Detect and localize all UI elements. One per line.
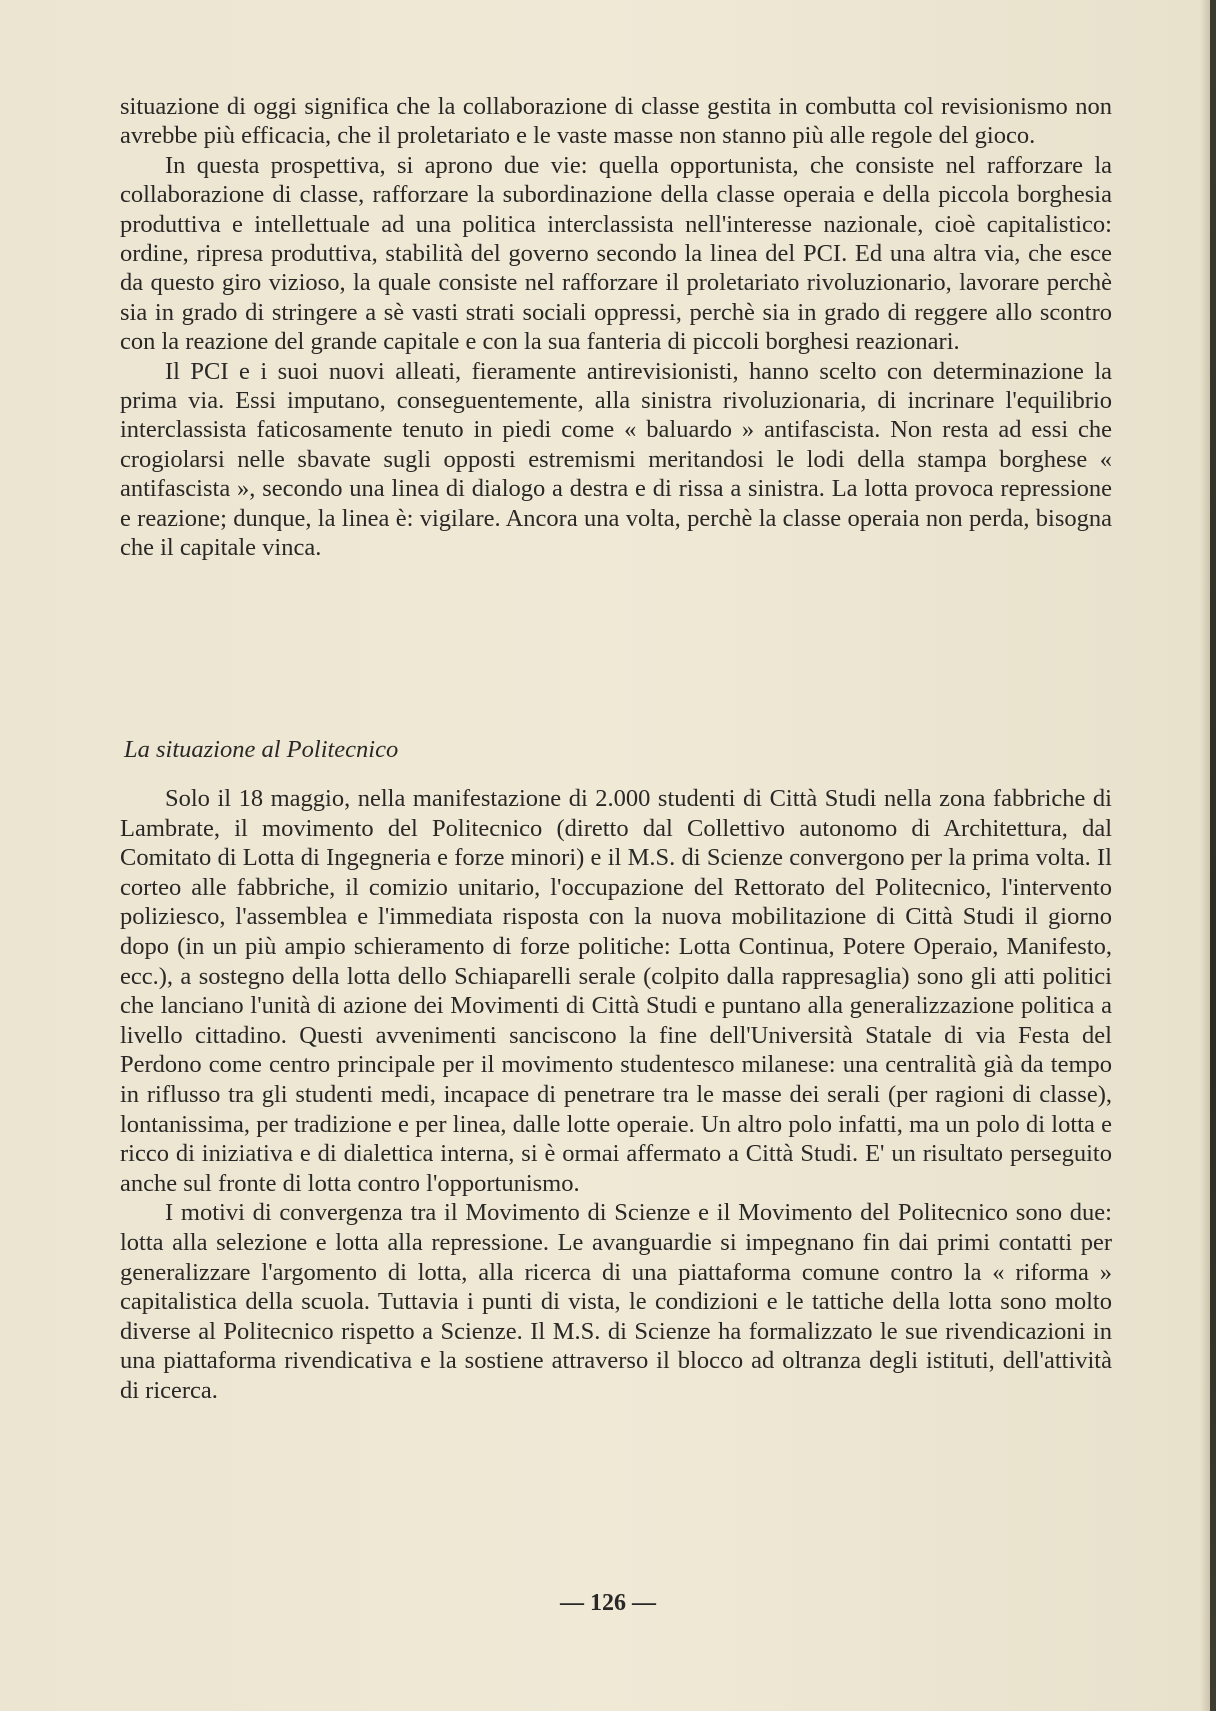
section-heading: La situazione al Politecnico xyxy=(124,736,399,763)
page-edge-shadow xyxy=(1200,0,1210,1711)
paragraph-convergenza: I motivi di convergenza tra il Movimento di Scienze e il Movimento del Politecnico sono due: lotta alla selezione e lotta alla repressione. Le avanguardie si impegnano fin dai primi contatti per generalizzare l'argomento di lotta, alla ricerca di una piattaforma comune contro la « riforma » capitalistica della scuola. Tuttavia i punti di vista, le condizioni e le tattiche della lotta sono molto diverse al Politecnico rispetto a Scienze. Il M.S. di Scienze ha formalizzato le sue rivendicazioni in una piattaforma rivendicativa e la sostiene attraverso il blocco ad oltranza degli istituti, dell'attività di ricerca. xyxy=(120,1199,1112,1404)
top-text-block xyxy=(120,92,1112,563)
book-binding-edge xyxy=(1210,0,1216,1711)
bottom-text-block xyxy=(120,784,1112,1405)
paragraph-continuation: situazione di oggi significa che la collaborazione di classe gestita in combutta col revisionismo non avrebbe più efficacia, che il proletariato e le vaste masse non stanno più alle regole del gioco. xyxy=(120,93,1112,150)
paragraph-pci-allies: Il PCI e i suoi nuovi alleati, fieramente antirevisionisti, hanno scelto con determinazione la prima via. Essi imputano, conseguentemente, alla sinistra rivoluzionaria, di incrinare l'equilibrio interclassista faticosamente tenuto in piedi come « baluardo » antifascista. Non resta ad essi che crogiolarsi nelle sbavate sugli opposti estremismi meritandosi le lodi della stampa borghese « antifascista », secondo una linea di dialogo a destra e di rissa a sinistra. La lotta provoca repressione e reazione; dunque, la linea è: vigilare. Ancora una volta, perchè la classe operaia non perda, bisogna che il capitale vinca. xyxy=(120,357,1112,562)
paragraph-two-ways: In questa prospettiva, si aprono due vie: quella opportunista, che consiste nel rafforzare la collaborazione di classe, rafforzare la subordinazione della classe operaia e della piccola borghesia produttiva e intellettuale ad una politica interclassista nell'interesse nazionale, cioè capitalistico: ordine, ripresa produttiva, stabilità del governo secondo la linea del PCI. Ed una altra via, che esce da questo giro vizioso, la quale consiste nel rafforzare il proletariato rivoluzionario, lavorare perchè sia in grado di stringere a sè vasti strati sociali oppressi, perchè sia in grado di reggere allo scontro con la reazione del grande capitale e con la sua fanteria di piccoli borghesi reazionari. xyxy=(120,151,1112,356)
page-number: — 126 — xyxy=(560,1590,656,1616)
paragraph-18-maggio: Solo il 18 maggio, nella manifestazione di 2.000 studenti di Città Studi nella zona fabbriche di Lambrate, il movimento del Politecnico (diretto dal Collettivo autonomo di Architettura, dal Comitato di Lotta di Ingegneria e forze minori) e il M.S. di Scienze convergono per la prima volta. Il corteo alle fabbriche, il comizio unitario, l'occupazione del Rettorato del Politecnico, l'intervento poliziesco, l'assemblea e l'immediata risposta con la nuova mobilitazione di Città Studi il giorno dopo (in un più ampio schieramento di forze politiche: Lotta Continua, Potere Operaio, Manifesto, ecc.), a sostegno della lotta dello Schiaparelli serale (colpito dalla rappresaglia) sono gli atti politici che lanciano l'unità di azione dei Movimenti di Città Studi e puntano alla generalizzazione politica a livello cittadino. Questi avvenimenti sanciscono la fine dell'Università Statale di via Festa del Perdono come centro principale per il movimento studentesco milanese: una centralità già da tempo in riflusso tra gli studenti medi, incapace di penetrare tra le masse dei serali (per ragioni di classe), lontanissima, per tradizione e per linea, dalle lotte operaie. Un altro polo infatti, ma un polo di lotta e ricco di iniziativa e di dialettica interna, si è ormai affermato a Città Studi. E' un risultato perseguito anche sul fronte di lotta contro l'opportunismo. xyxy=(120,785,1112,1197)
